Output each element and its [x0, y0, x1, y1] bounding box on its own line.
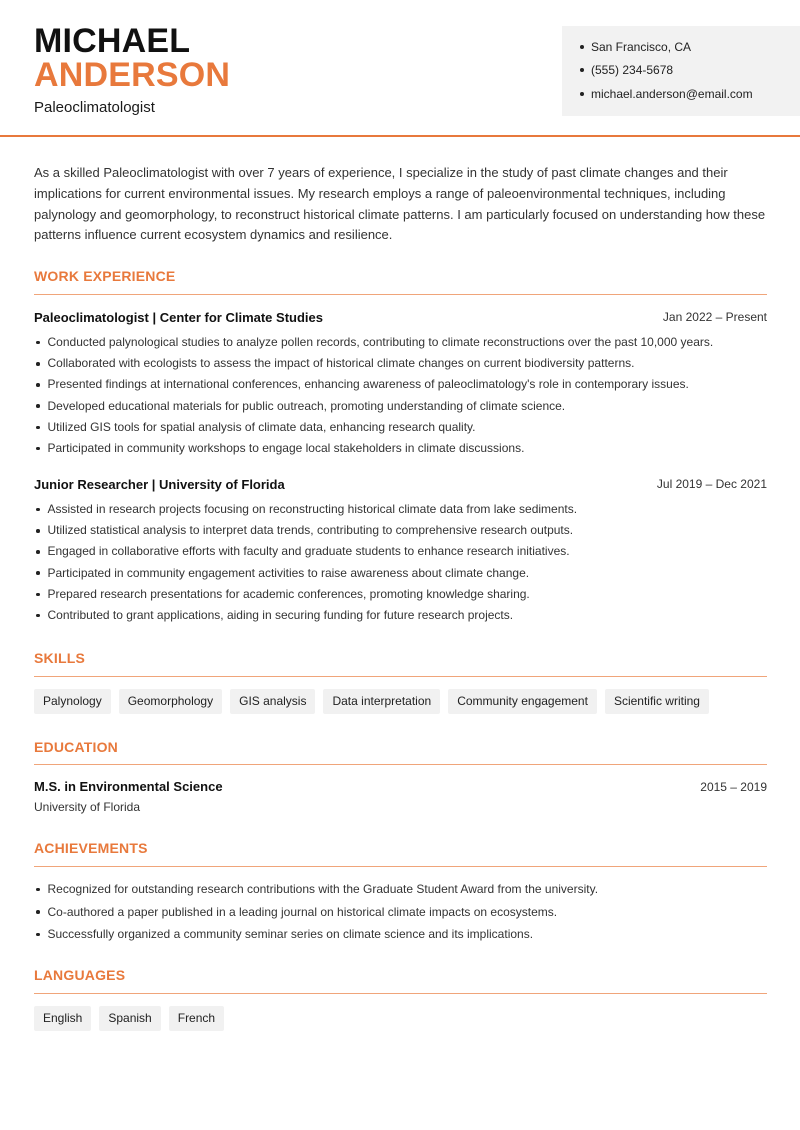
- contact-location-text: San Francisco, CA: [591, 40, 692, 54]
- contact-box: [562, 26, 800, 116]
- summary-paragraph: As a skilled Paleoclimatologist with over 7 years of experience, I specialize in the study of past climate changes and their implications for current environmental issues. My research employs a range of paleoenvironmental techniques, including palynology and geomorphology, to reconstruct historical climate patterns. I am particularly focused on understanding how these patterns influence current ecosystem dynamics and resilience.: [34, 165, 766, 243]
- bullet-icon: [36, 593, 40, 597]
- section-title-languages: LANGUAGES: [34, 967, 126, 983]
- bullet-text: Contributed to grant applications, aiding in securing funding for future research projects.: [47, 607, 514, 622]
- section-divider: [34, 764, 767, 765]
- bullet-text: Collaborated with ecologists to assess the impact of historical climate changes on current biodiversity patterns.: [47, 356, 635, 371]
- list-item: [34, 901, 769, 924]
- language-chip: French: [169, 1006, 224, 1031]
- contact-phone-text: (555) 234-5678: [591, 63, 674, 77]
- bullet-text: Participated in community workshops to engage local stakeholders in climate discussions.: [47, 440, 525, 455]
- first-name: MICHAEL: [34, 22, 191, 60]
- job-title: Paleoclimatologist | Center for Climate Studies: [34, 310, 323, 325]
- list-item: [34, 374, 769, 395]
- bullet-icon: [36, 933, 40, 937]
- list-item: [34, 499, 769, 520]
- contact-email: [580, 87, 753, 101]
- list-item: [34, 878, 769, 901]
- bullet-text: Conducted palynological studies to analyze pollen records, contributing to climate reconstructions over the past 10,000 years.: [47, 335, 714, 349]
- languages-list: [34, 1006, 224, 1031]
- bullet-text: Engaged in collaborative efforts with faculty and graduate students to enhance research initiatives.: [47, 544, 570, 559]
- list-item: [34, 438, 769, 459]
- job-bullets: [34, 499, 769, 626]
- list-item: [34, 417, 769, 438]
- section-divider: [34, 866, 767, 867]
- bullet-text: Utilized GIS tools for spatial analysis of climate data, enhancing research quality.: [47, 419, 476, 434]
- section-title-achievements: ACHIEVEMENTS: [34, 840, 148, 856]
- section-title-skills: SKILLS: [34, 650, 85, 666]
- bullet-icon: [36, 508, 40, 512]
- skill-chip: Scientific writing: [605, 689, 709, 714]
- bullet-icon: [36, 888, 40, 892]
- job-title: Junior Researcher | University of Florida: [34, 477, 285, 492]
- section-title-education: EDUCATION: [34, 739, 118, 755]
- list-item: [34, 396, 769, 417]
- list-item: [34, 332, 769, 353]
- section-divider: [34, 294, 767, 295]
- bullet-icon: [36, 383, 40, 387]
- bullet-icon: [580, 68, 584, 72]
- education-degree: M.S. in Environmental Science: [34, 779, 223, 794]
- resume-header: [0, 0, 800, 137]
- bullet-icon: [36, 341, 40, 345]
- contact-location: [580, 40, 691, 54]
- bullet-text: Recognized for outstanding research contributions with the Graduate Student Award from the university.: [47, 882, 599, 896]
- bullet-icon: [36, 910, 40, 914]
- language-chip: Spanish: [99, 1006, 160, 1031]
- last-name: ANDERSON: [34, 56, 231, 94]
- bullet-text: Prepared research presentations for academic conferences, promoting knowledge sharing.: [47, 586, 530, 601]
- list-item: [34, 353, 769, 374]
- bullet-icon: [36, 529, 40, 533]
- bullet-text: Assisted in research projects focusing on reconstructing historical climate data from lake sediments.: [47, 502, 578, 516]
- contact-phone: [580, 63, 673, 77]
- skill-chip: Geomorphology: [119, 689, 222, 714]
- bullet-text: Successfully organized a community seminar series on climate science and its implications.: [47, 927, 534, 941]
- job-role: Paleoclimatologist: [34, 99, 155, 116]
- job-dates: Jan 2022 – Present: [662, 310, 767, 324]
- bullet-text: Utilized statistical analysis to interpret data trends, contributing to comprehensive research outputs.: [47, 523, 574, 538]
- skills-list: [34, 689, 709, 714]
- list-item: [34, 520, 769, 541]
- section-title-work: WORK EXPERIENCE: [34, 268, 176, 284]
- bullet-icon: [580, 92, 584, 96]
- contact-email-text: michael.anderson@email.com: [591, 87, 753, 101]
- bullet-icon: [580, 45, 584, 49]
- bullet-icon: [36, 550, 40, 554]
- bullet-icon: [36, 447, 40, 451]
- bullet-text: Developed educational materials for public outreach, promoting understanding of climate science.: [47, 398, 566, 413]
- job-bullets: [34, 332, 769, 459]
- list-item: [34, 541, 769, 562]
- education-school: University of Florida: [34, 800, 141, 814]
- skill-chip: Community engagement: [448, 689, 597, 714]
- bullet-icon: [36, 614, 40, 618]
- education-dates: 2015 – 2019: [700, 780, 767, 794]
- bullet-icon: [36, 426, 40, 430]
- skill-chip: GIS analysis: [230, 689, 315, 714]
- skill-chip: Data interpretation: [323, 689, 440, 714]
- list-item: [34, 605, 769, 626]
- language-chip: English: [34, 1006, 91, 1031]
- section-divider: [34, 676, 767, 677]
- bullet-icon: [36, 571, 40, 575]
- bullet-text: Co-authored a paper published in a leading journal on historical climate impacts on ecosystems.: [47, 904, 558, 919]
- bullet-text: Presented findings at international conferences, enhancing awareness of paleoclimatology's role in contemporary issues.: [47, 377, 689, 392]
- job-dates: Jul 2019 – Dec 2021: [656, 477, 767, 491]
- list-item: [34, 923, 769, 946]
- bullet-text: Participated in community engagement activities to raise awareness about climate change.: [47, 565, 530, 580]
- list-item: [34, 584, 769, 605]
- skill-chip: Palynology: [34, 689, 111, 714]
- bullet-icon: [36, 404, 40, 408]
- section-divider: [34, 993, 767, 994]
- bullet-icon: [36, 362, 40, 366]
- list-item: [34, 563, 769, 584]
- achievements-list: [34, 878, 769, 946]
